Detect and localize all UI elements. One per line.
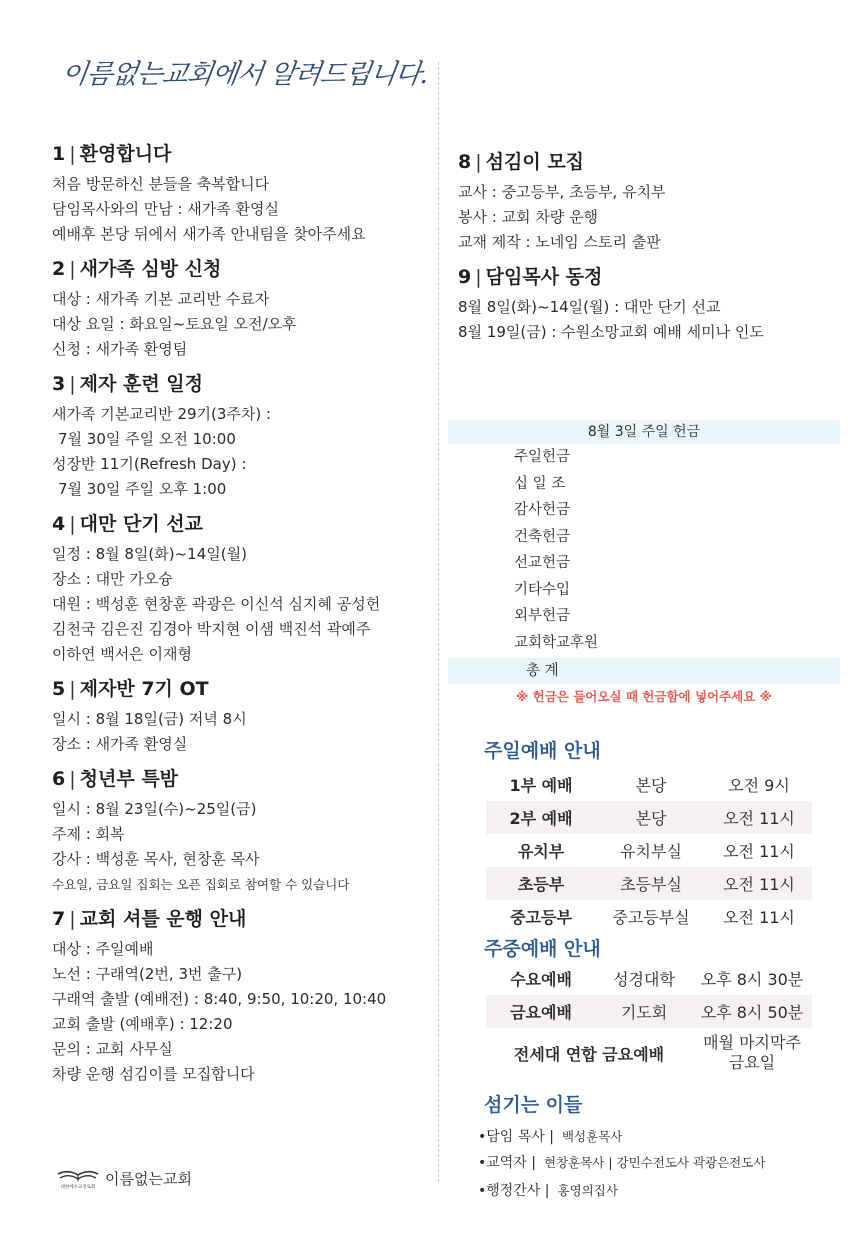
section-line: 봉사 : 교회 차량 운행	[458, 208, 599, 226]
section-line: 주제 : 회복	[52, 825, 125, 843]
section-line: 대상 : 새가족 기본 교리반 수료자	[52, 290, 270, 308]
sunday-worship-heading: 주일예배 안내	[484, 740, 601, 762]
section-line: 예배후 본당 뒤에서 새가족 안내팀을 찾아주세요	[52, 225, 366, 243]
section-separator: |	[69, 143, 76, 165]
section-line: 일정 : 8월 8일(화)~14일(월)	[52, 545, 247, 563]
section-heading	[458, 148, 838, 176]
section-number: 9	[458, 266, 472, 288]
section-number: 7	[52, 908, 66, 930]
section-line: 8월 19일(금) : 수원소망교회 예배 세미나 인도	[458, 323, 764, 341]
schedule-name: 2부 예배	[486, 801, 596, 834]
schedule-name: 유치부	[517, 842, 565, 861]
servants-heading: 섬기는 이들	[484, 1094, 583, 1116]
offering-total: 총 계	[448, 658, 840, 684]
left-column	[52, 140, 432, 1095]
offering-item: 선교헌금	[514, 555, 571, 571]
servant-line	[478, 1152, 765, 1172]
section-number: 3	[52, 373, 66, 395]
section-separator: |	[69, 513, 76, 535]
section-line: 교사 : 중고등부, 초등부, 유치부	[458, 183, 666, 201]
section-separator: |	[69, 373, 76, 395]
schedule-place: 초등부실	[596, 867, 706, 900]
weekday-worship-heading: 주중예배 안내	[484, 938, 601, 960]
section-line: 차량 운행 섬김이를 모집합니다	[52, 1065, 255, 1083]
servant-role: •담임 목사 |	[478, 1129, 554, 1145]
section-heading	[52, 765, 432, 793]
section-heading	[458, 263, 838, 291]
schedule-time: 오전 11시	[706, 867, 812, 900]
notice-section	[52, 370, 432, 502]
notice-section	[458, 263, 838, 345]
notice-section	[52, 255, 432, 362]
section-line: 새가족 기본교리반 29기(3주차) :	[52, 405, 272, 423]
section-line: 7월 30일 주일 오후 1:00	[58, 480, 227, 498]
church-logo	[55, 1166, 192, 1190]
schedule-time: 매월 마지막주 금요일	[703, 1033, 801, 1072]
section-line: 장소 : 대만 가오슝	[52, 570, 173, 588]
section-heading	[52, 255, 432, 283]
schedule-time: 오전 11시	[723, 908, 795, 927]
section-title: 대만 단기 선교	[79, 513, 203, 535]
schedule-place: 본당	[635, 776, 667, 795]
section-heading	[52, 140, 432, 168]
schedule-name: 중고등부	[510, 908, 572, 927]
offering-item: 외부헌금	[514, 608, 571, 624]
section-number: 1	[52, 143, 66, 165]
offering-note: ※ 헌금은 들어오실 때 헌금함에 넣어주세요 ※	[516, 689, 772, 704]
section-title: 새가족 심방 신청	[79, 258, 222, 280]
logo-small-text: 대한예수교장로회	[60, 1185, 96, 1190]
section-separator: |	[69, 768, 76, 790]
section-line: 강사 : 백성훈 목사, 현창훈 목사	[52, 850, 260, 868]
offering-title: 8월 3일 주일 헌금	[448, 420, 840, 444]
schedule-time: 오전 9시	[728, 776, 790, 795]
section-number: 8	[458, 151, 472, 173]
schedule-row	[486, 834, 812, 867]
section-line: 교재 제작 : 노네임 스토리 출판	[458, 233, 661, 251]
offering-item: 기타수입	[514, 581, 571, 598]
schedule-row	[486, 1028, 812, 1078]
schedule-time: 오전 11시	[706, 801, 812, 834]
notice-section	[52, 765, 432, 897]
section-title: 섬김이 모집	[485, 151, 585, 173]
section-line: 담임목사와의 만남 : 새가족 환영실	[52, 200, 279, 218]
section-title: 환영합니다	[79, 143, 172, 165]
section-line: 장소 : 새가족 환영실	[52, 735, 188, 753]
section-separator: |	[475, 151, 482, 173]
schedule-row	[486, 867, 812, 900]
section-number: 5	[52, 678, 66, 700]
section-line: 7월 30일 주일 오전 10:00	[58, 430, 236, 448]
section-separator: |	[69, 258, 76, 280]
servant-names: 백성훈목사	[561, 1129, 623, 1144]
section-title: 제자 훈련 일정	[79, 373, 203, 395]
servant-names: 홍영의집사	[557, 1183, 618, 1198]
notice-section	[52, 140, 432, 247]
schedule-row	[486, 801, 812, 834]
schedule-name: 금요예배	[486, 995, 596, 1028]
section-separator: |	[475, 266, 482, 288]
offering-item: 감사헌금	[514, 502, 571, 518]
section-heading	[52, 905, 432, 933]
section-number: 2	[52, 258, 66, 280]
section-line: 대상 요일 : 화요일~토요일 오전/오후	[52, 315, 297, 333]
schedule-place: 성경대학	[613, 970, 675, 989]
section-number: 4	[52, 513, 66, 535]
page-title: 이름없는교회에서 알려드립니다.	[59, 59, 431, 90]
section-line: 성장반 11기(Refresh Day) :	[52, 455, 247, 473]
servant-names: 현창훈목사 | 강민수전도사 곽광은전도사	[544, 1155, 766, 1170]
section-line: 이하연 백서은 이재형	[52, 645, 192, 663]
schedule-name: 1부 예배	[509, 776, 573, 795]
sunday-worship-table	[486, 768, 812, 933]
section-line: 문의 : 교회 사무실	[52, 1040, 173, 1058]
notice-section	[52, 510, 432, 667]
offering-item: 건축헌금	[514, 528, 571, 545]
section-line: 김천국 김은진 김경아 박지현 이샘 백진석 곽예주	[52, 620, 371, 638]
section-title: 제자반 7기 OT	[79, 678, 209, 700]
section-line: 8월 8일(화)~14일(월) : 대만 단기 선교	[458, 298, 721, 316]
section-line: 신청 : 새가족 환영팀	[52, 340, 188, 358]
schedule-name: 전세대 연합 금요예배	[513, 1044, 665, 1064]
schedule-time: 오후 8시 30분	[700, 970, 804, 989]
right-column	[458, 148, 838, 353]
section-line: 수요일, 금요일 집회는 오픈 집회로 참여할 수 있습니다	[52, 877, 350, 892]
section-separator: |	[69, 908, 76, 930]
column-divider	[438, 62, 439, 1182]
schedule-place: 중고등부실	[612, 908, 690, 927]
section-title: 교회 셔틀 운행 안내	[79, 908, 247, 930]
section-number: 6	[52, 768, 66, 790]
schedule-place: 본당	[596, 801, 706, 834]
schedule-place: 유치부실	[620, 842, 682, 861]
offering-item: 십 일 조	[514, 475, 566, 492]
schedule-time: 오후 8시 50분	[692, 995, 812, 1028]
schedule-name: 수요예배	[510, 970, 572, 989]
section-line: 일시 : 8월 18일(금) 저녁 8시	[52, 710, 247, 728]
section-heading	[52, 510, 432, 538]
notice-section	[52, 675, 432, 757]
offering-table	[448, 420, 840, 708]
section-line: 대상 : 주일예배	[52, 940, 154, 958]
section-line: 교회 출발 (예배후) : 12:20	[52, 1015, 233, 1033]
schedule-name: 초등부	[486, 867, 596, 900]
schedule-place: 기도회	[596, 995, 692, 1028]
schedule-time: 오전 11시	[723, 842, 795, 861]
offering-items	[448, 444, 840, 656]
schedule-row	[486, 962, 812, 995]
section-heading	[52, 370, 432, 398]
servant-role: •행정간사 |	[478, 1183, 550, 1199]
schedule-row	[486, 900, 812, 933]
notice-section	[458, 148, 838, 255]
servant-line	[478, 1126, 622, 1146]
servant-line	[478, 1180, 618, 1200]
section-line: 구래역 출발 (예배전) : 8:40, 9:50, 10:20, 10:40	[52, 990, 387, 1008]
section-line: 노선 : 구래역(2번, 3번 출구)	[52, 965, 243, 983]
section-line: 대원 : 백성훈 현창훈 곽광은 이신석 심지혜 공성헌	[52, 595, 381, 613]
section-separator: |	[69, 678, 76, 700]
section-line: 처음 방문하신 분들을 축복합니다	[52, 175, 270, 193]
weekday-worship-table	[486, 962, 812, 1078]
open-book-icon	[55, 1166, 101, 1190]
section-line: 일시 : 8월 23일(수)~25일(금)	[52, 800, 257, 818]
section-title: 담임목사 동정	[485, 266, 603, 288]
notice-section	[52, 905, 432, 1087]
schedule-row	[486, 768, 812, 801]
section-title: 청년부 특밤	[79, 768, 179, 790]
offering-item: 교회학교후원	[514, 634, 599, 651]
logo-text: 이름없는교회	[105, 1169, 192, 1188]
section-heading	[52, 675, 432, 703]
offering-item: 주일헌금	[514, 449, 571, 465]
schedule-row	[486, 995, 812, 1028]
servant-role: •교역자 |	[478, 1155, 536, 1171]
